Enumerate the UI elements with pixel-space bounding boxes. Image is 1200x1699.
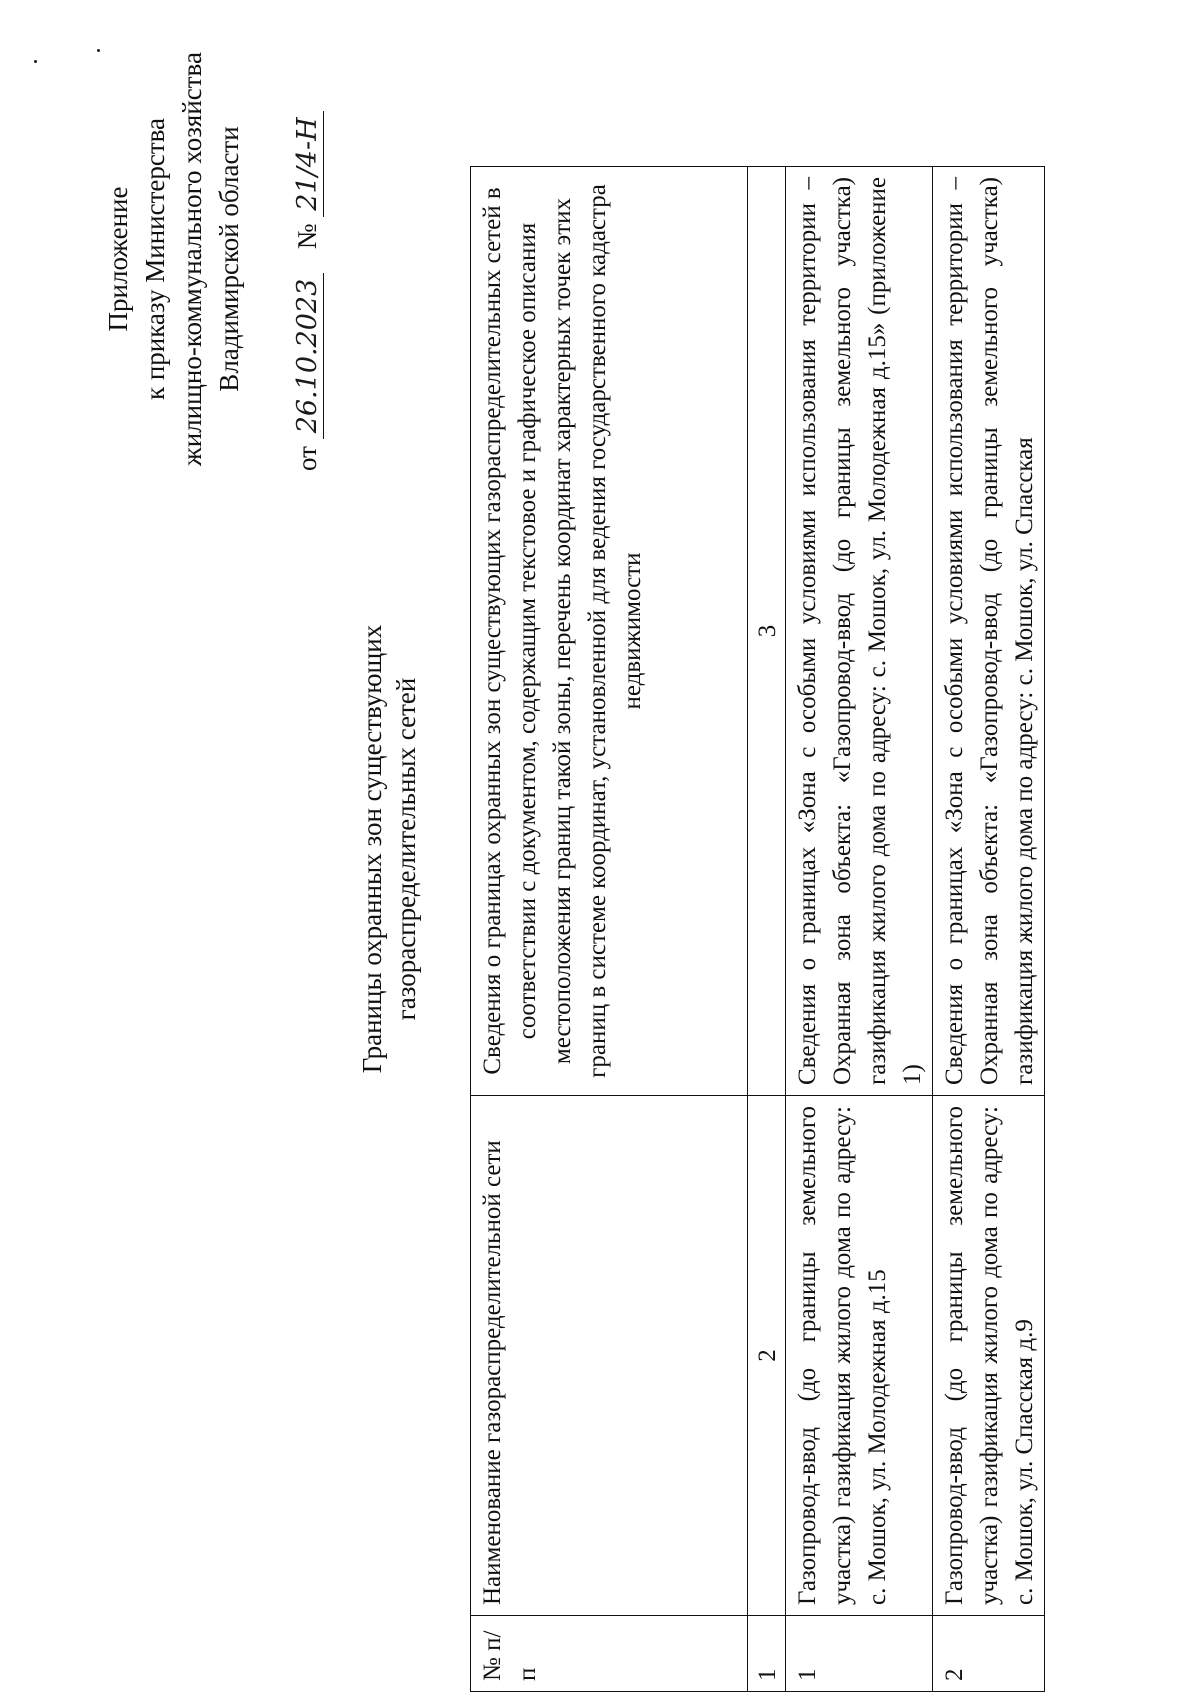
table-row: [786, 167, 933, 1692]
row-network-name: Газопровод-ввод (до границы земельного участка) газификация жилого дома по адресу: с. Мошок, ул. Спасская д.9: [933, 1096, 1045, 1616]
header-num: № п/п: [471, 1616, 748, 1692]
appendix-line: Приложение: [103, 186, 133, 332]
handwritten-order-number: 21/4-Н: [292, 111, 324, 216]
order-prefix: от: [292, 446, 322, 471]
title-line: газораспределительных сетей: [391, 677, 421, 1021]
appendix-block: [100, 49, 248, 469]
row-zone-info: Сведения о границах «Зона с особыми условиями использования территории – Охранная зона объекта: «Газопровод-ввод (до границы земельного участка) газификация жилого дома по адресу: с. Мошок, ул. Спасская: [933, 167, 1045, 1096]
column-number: 2: [748, 1096, 786, 1616]
row-zone-info: Сведения о границах «Зона с особыми условиями использования территории – Охранная зона объекта: «Газопровод-ввод (до границы земельного участка) газификация жилого дома по адресу: с. Мошок, ул. Молодежная д.15» (приложение 1): [786, 167, 933, 1096]
appendix-line: к приказу Министерства: [140, 117, 170, 401]
table-row: [933, 167, 1045, 1692]
row-num: 1: [786, 1616, 933, 1692]
row-num: 2: [933, 1616, 1045, 1692]
document-title: [355, 469, 423, 1229]
handwritten-order-date: 26.10.2023: [292, 273, 324, 440]
row-network-name: Газопровод-ввод (до границы земельного участка) газификация жилого дома по адресу: с. Мошок, ул. Молодежная д.15: [786, 1096, 933, 1616]
appendix-line: жилищно-коммунального хозяйства: [177, 52, 207, 466]
gas-network-zones-table: [470, 166, 1045, 1692]
column-number: 3: [748, 167, 786, 1096]
column-number: 1: [748, 1616, 786, 1692]
header-name: Наименование газораспределительной сети: [471, 1096, 748, 1616]
column-number-row: [748, 167, 786, 1692]
header-info: Сведения о границах охранных зон существующих газораспределительных сетей в соответствии с документом, содержащим текстовое и графическое описания местоположения границ такой зоны, перечень координат характерных точек этих границ в системе координат, установленной для ведения государственного кадастра недвижимости: [471, 167, 748, 1096]
order-number-sign: №: [292, 223, 322, 250]
table-header-row: [471, 167, 748, 1692]
order-reference: [292, 11, 324, 471]
appendix-line: Владимирской области: [214, 126, 244, 392]
title-line: Границы охранных зон существующих: [357, 624, 387, 1074]
